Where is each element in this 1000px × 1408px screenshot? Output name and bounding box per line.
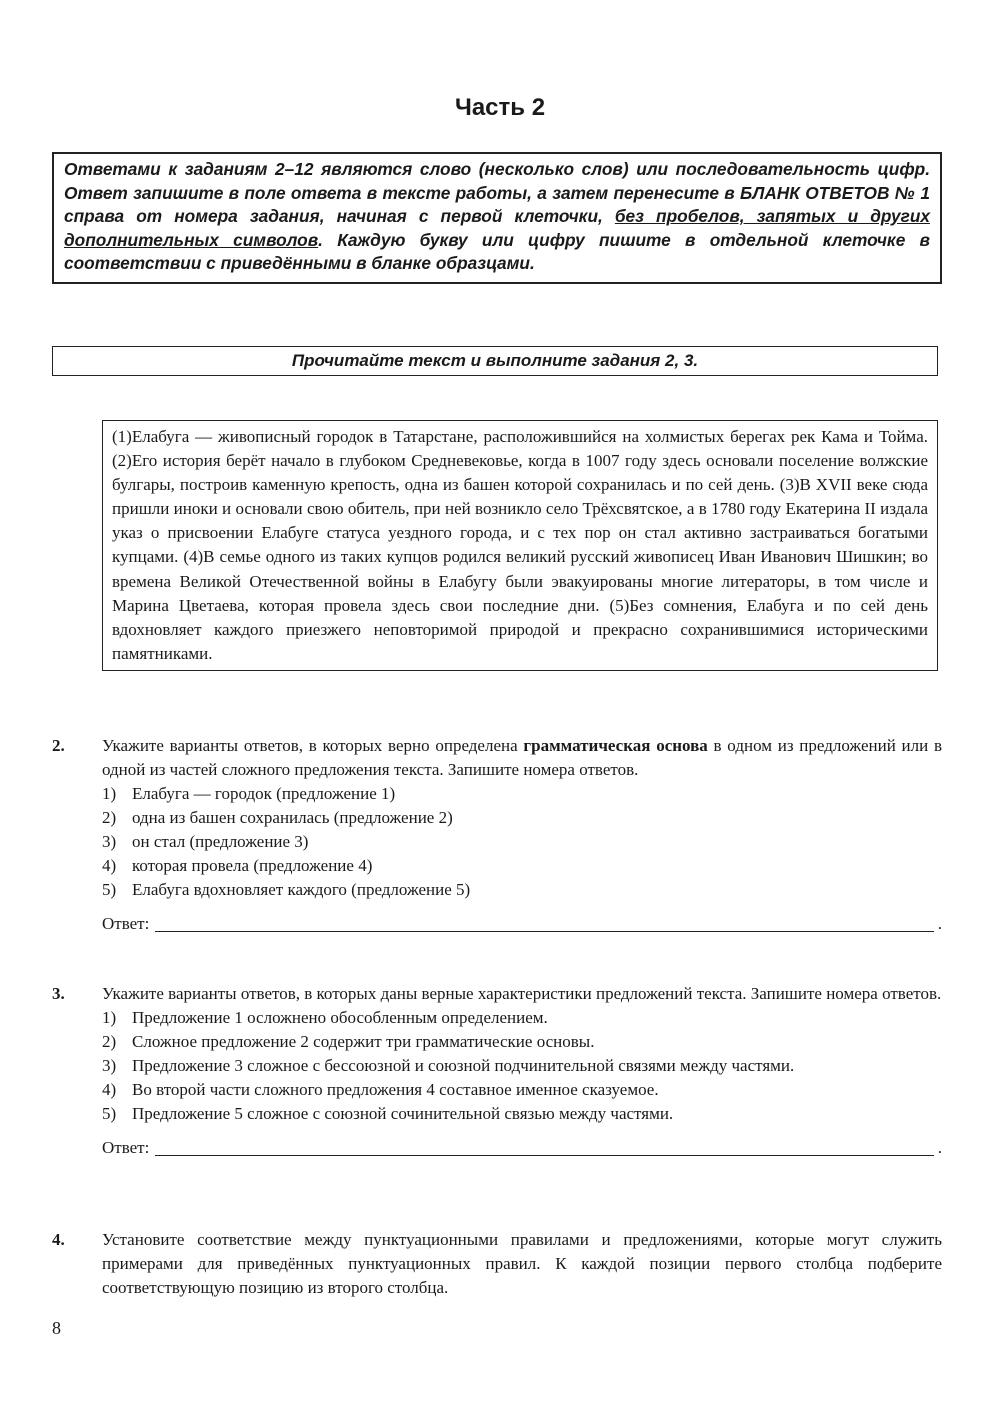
option-item — [102, 1054, 942, 1078]
answer-options — [102, 782, 942, 902]
option-number: 2) — [102, 808, 117, 827]
option-text: которая провела (предложение 4) — [132, 856, 373, 875]
option-text: Предложение 5 сложное с союзной сочинительной связью между частями. — [132, 1104, 674, 1123]
option-item — [102, 806, 942, 830]
instructions-box — [52, 152, 942, 284]
answer-label: Ответ: — [102, 1138, 150, 1157]
task-3 — [52, 982, 942, 1160]
task-text — [102, 734, 942, 782]
option-number: 3) — [102, 832, 117, 851]
answer-label: Ответ: — [102, 914, 150, 933]
option-number: 1) — [102, 1008, 117, 1027]
task-number: 3. — [52, 984, 65, 1003]
answer-options — [102, 1006, 942, 1126]
instructions-text-end: . Каждую букву или цифру пишите в отдельной клеточке в соответствии с приведёнными в бланке образцами. — [64, 229, 930, 273]
option-item — [102, 782, 942, 806]
option-item — [102, 854, 942, 878]
option-text: Предложение 3 сложное с бессоюзной и союзной подчинительной связями между частями. — [132, 1056, 795, 1075]
task-text-part: в одном из предложений или в одной из частей сложного предложения текста. Запишите номера ответов. — [102, 736, 942, 779]
option-number: 2) — [102, 1032, 117, 1051]
read-task-header: Прочитайте текст и выполните задания 2, 3. — [52, 346, 938, 376]
part-title: Часть 2 — [454, 94, 546, 121]
task-number: 4. — [52, 1230, 65, 1249]
option-text: Елабуга — городок (предложение 1) — [132, 784, 396, 803]
option-item — [102, 1006, 942, 1030]
answer-field[interactable] — [155, 1139, 933, 1156]
option-item — [102, 1030, 942, 1054]
option-item — [102, 1078, 942, 1102]
option-text: Сложное предложение 2 содержит три грамматические основы. — [132, 1032, 595, 1051]
option-number: 5) — [102, 1104, 117, 1123]
option-number: 3) — [102, 1056, 117, 1075]
answer-field[interactable] — [155, 915, 933, 932]
page-number: 8 — [52, 1318, 61, 1338]
task-text-part: Укажите варианты ответов, в которых верно определена — [102, 736, 524, 755]
option-item — [102, 1102, 942, 1126]
option-text: Елабуга вдохновляет каждого (предложение 5) — [132, 880, 471, 899]
option-text: Во второй части сложного предложения 4 составное именное сказуемое. — [132, 1080, 659, 1099]
task-text: Установите соответствие между пунктуационными правилами и предложениями, которые могут служить примерами для приведённых пунктуационных правил. К каждой позиции первого столбца подберите соответствующую позицию из второго столбца. — [102, 1230, 942, 1297]
answer-dot: . — [937, 1138, 942, 1157]
option-number: 1) — [102, 784, 117, 803]
task-2 — [52, 734, 942, 936]
answer-row — [102, 912, 942, 936]
option-item — [102, 830, 942, 854]
answer-row — [102, 1136, 942, 1160]
task-text-bold: грамматическая основа — [523, 736, 708, 755]
option-number: 4) — [102, 1080, 117, 1099]
task-text: Укажите варианты ответов, в которых даны верные характеристики предложений текста. Запишите номера ответов. — [102, 984, 942, 1003]
option-text: Предложение 1 осложнено обособленным определением. — [132, 1008, 548, 1027]
answer-dot: . — [937, 914, 942, 933]
instructions-text: Ответами к заданиям 2–12 являются слово (несколько слов) или последовательность цифр. Ответ запишите в поле ответа в тексте работы, а затем перенесите в БЛАНК ОТВЕТОВ № 1 справа от номера задания, начиная с первой клеточки, — [64, 159, 930, 226]
option-text: он стал (предложение 3) — [132, 832, 309, 851]
option-number: 5) — [102, 880, 117, 899]
option-item — [102, 878, 942, 902]
task-4 — [52, 1228, 942, 1300]
reading-passage: (1)Елабуга — живописный городок в Татарстане, расположившийся на холмистых берегах рек Кама и Тойма. (2)Его история берёт начало в глубоком Средневековье, когда в 1007 году здесь основали поселение волжские булгары, построив каменную крепость, одна из башен которой сохранилась и по сей день. (3)В XVII веке сюда пришли иноки и основали свою обитель, при ней возникло село Трёхсвятское, а в 1780 году Екатерина II издала указ о присвоении Елабуге статуса уездного города, и с тех пор он стал активно застраиваться богатыми купцами. (4)В семье одного из таких купцов родился великий русский живописец Иван Иванович Шишкин; во времена Великой Отечественной войны в Елабугу были эвакуированы многие литераторы, в том числе и Марина Цветаева, которая провела здесь свои последние дни. (5)Без сомнения, Елабуга и по сей день вдохновляет каждого приезжего неповторимой природой и прекрасно сохранившимися историческими памятниками. — [102, 420, 938, 671]
task-number: 2. — [52, 736, 65, 755]
option-number: 4) — [102, 856, 117, 875]
instructions-underlined: без пробелов, запятых и других дополнительных символов — [64, 206, 930, 250]
option-text: одна из башен сохранилась (предложение 2) — [132, 808, 453, 827]
